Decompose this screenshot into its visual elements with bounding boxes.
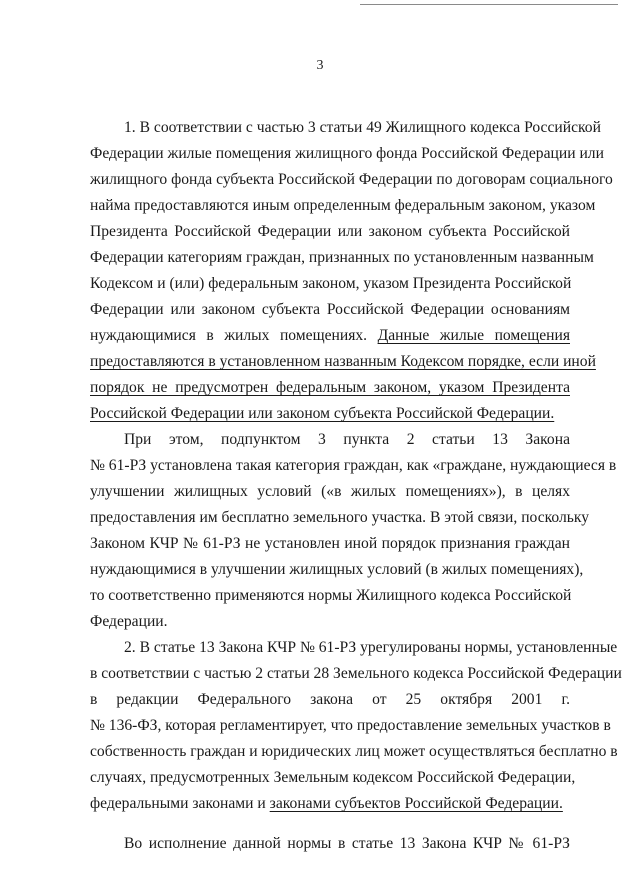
text-line: Президента Российской Федерации или законом субъекта Российской: [90, 223, 570, 240]
text-line: [90, 508, 590, 528]
text-line: в соответствии с частью 2 статьи 28 Земельного кодекса Российской Федерации: [90, 665, 622, 682]
text-line: Федерации жилые помещения жилищного фонда Российской Федерации или: [90, 145, 604, 162]
text-line: жилищного фонда субъекта Российской Федерации по договорам социального: [90, 171, 613, 188]
text-line: собственность граждан и юридических лиц может осуществляться бесплатно в: [90, 743, 618, 760]
text-line: случаях, предусмотренных Земельным кодексом Российской Федерации,: [90, 769, 576, 786]
text-segment: В этой связи, поскольку: [430, 509, 590, 526]
text-segment: нуждающимися в жилых помещениях.: [90, 327, 368, 344]
underlined-text: Данные жилые помещения: [377, 327, 570, 344]
text-line: то соответственно применяются нормы Жилищного кодекса Российской: [90, 587, 572, 604]
text-line: Кодексом и (или) федеральным законом, указом Президента Российской: [90, 275, 572, 292]
text-line: [90, 326, 570, 346]
underlined-line: порядок не предусмотрен федеральным законом, указом Президента: [90, 379, 570, 396]
text-line: нуждающимися в улучшении жилищных условий (в жилых помещениях),: [90, 561, 584, 578]
scan-edge-line: [360, 4, 618, 5]
text-line: найма предоставляются иным определенным федеральным законом, указом: [90, 197, 596, 214]
text-line: в редакции Федерального закона от 25 октября 2001 г.: [90, 691, 570, 708]
text-line: Во исполнение данной нормы в статье 13 Закона КЧР № 61-РЗ: [124, 835, 570, 852]
underlined-text: законами субъектов Российской Федерации.: [269, 795, 563, 812]
text-line: 2. В статье 13 Закона КЧР № 61-РЗ урегулированы нормы, установленные: [124, 639, 618, 656]
page-number: 3: [316, 58, 324, 73]
text-line: 1. В соответствии с частью 3 статьи 49 Жилищного кодекса Российской: [124, 119, 601, 136]
underlined-line: предоставляются в установленном названным Кодексом порядке, если иной: [90, 353, 596, 370]
text-segment: предоставления им бесплатно земельного участка.: [90, 509, 427, 526]
text-line: Федерации или законом субъекта Российской Федерации основаниям: [90, 301, 570, 318]
text-line: № 136-ФЗ, которая регламентирует, что предоставление земельных участков в: [90, 717, 611, 734]
text-line: Федерации.: [90, 613, 168, 630]
text-line: Законом КЧР № 61-РЗ не установлен иной порядок признания граждан: [90, 535, 570, 552]
text-line: При этом, подпунктом 3 пункта 2 статьи 13 Закона: [124, 431, 570, 448]
text-line: Федерации категориям граждан, признанных по установленным названным: [90, 249, 594, 266]
text-line: улучшении жилищных условий («в жилых помещениях»), в целях: [90, 483, 570, 500]
underlined-line: Российской Федерации или законом субъекта Российской Федерации.: [90, 405, 555, 422]
text-line: № 61-РЗ установлена такая категория граждан, как «граждане, нуждающиеся в: [90, 457, 617, 474]
text-segment: федеральными законами и: [90, 795, 266, 812]
text-line: [90, 794, 570, 814]
